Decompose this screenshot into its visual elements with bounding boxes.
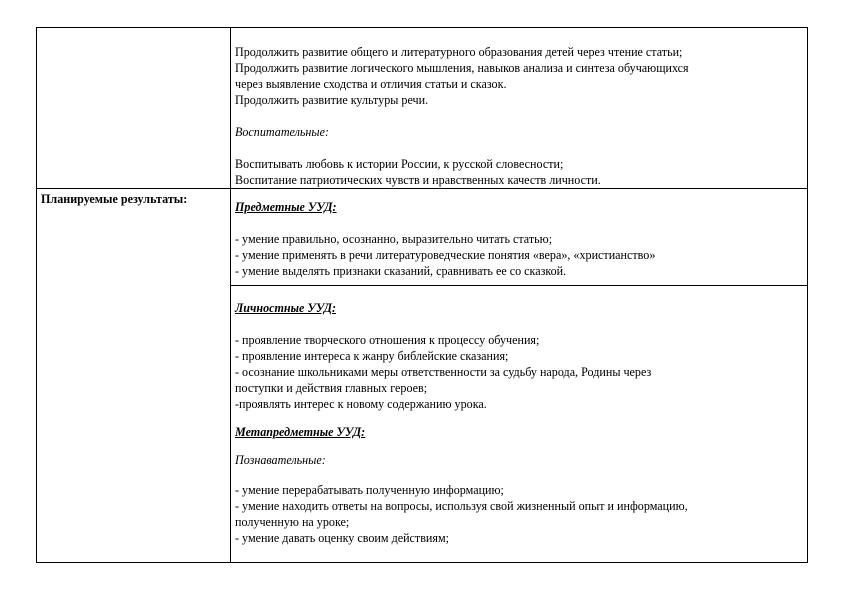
goal-line: Воспитание патриотических чувств и нравственных качеств личности.	[235, 173, 601, 187]
list-item: - проявление творческого отношения к процессу обучения;	[235, 333, 540, 347]
personal-uud-heading: Личностные УУД:	[235, 301, 337, 315]
list-item: - умение выделять признаки сказаний, сравнивать ее со сказкой.	[235, 264, 567, 278]
goal-line: Продолжить развитие культуры речи.	[235, 93, 429, 107]
row1-label-cell	[37, 28, 231, 189]
goal-line: Воспитывать любовь к истории России, к русской словесности;	[235, 157, 564, 171]
list-item: - проявление интереса к жанру библейские сказания;	[235, 349, 509, 363]
list-item: - осознание школьниками меры ответственности за судьбу народа, Родины через	[235, 365, 652, 379]
lesson-plan-table	[36, 27, 808, 563]
list-item: поступки и действия главных героев;	[235, 381, 428, 395]
table-row-goals	[37, 28, 808, 189]
goal-line: Продолжить развитие общего и литературного образования детей через чтение статьи;	[235, 45, 683, 59]
list-item: - умение перерабатывать полученную информацию;	[235, 483, 504, 497]
goal-line: через выявление сходства и отличия статьи и сказок.	[235, 77, 507, 91]
list-item: полученную на уроке;	[235, 515, 350, 529]
educational-subheading: Воспитательные:	[235, 125, 329, 139]
metasubject-uud-heading: Метапредметные УУД:	[235, 425, 366, 439]
list-item: - умение давать оценку своим действиям;	[235, 531, 449, 545]
planned-results-cell	[37, 189, 231, 563]
list-item: - умение правильно, осознанно, выразительно читать статью;	[235, 232, 553, 246]
cognitive-subheading: Познавательные:	[235, 453, 326, 467]
list-item: -проявлять интерес к новому содержанию урока.	[235, 397, 487, 411]
planned-results-label: Планируемые результаты:	[41, 192, 188, 206]
goal-line: Продолжить развитие логического мышления, навыков анализа и синтеза обучающихся	[235, 61, 689, 75]
row1-content-cell	[231, 28, 808, 189]
list-item: - умение применять в речи литературоведческие понятия «вера», «христианство»	[235, 248, 656, 262]
table-row-results	[37, 189, 808, 286]
list-item: - умение находить ответы на вопросы, используя свой жизненный опыт и информацию,	[235, 499, 688, 513]
personal-uud-cell	[231, 286, 808, 563]
subject-uud-cell	[231, 189, 808, 286]
subject-uud-heading: Предметные УУД:	[235, 200, 337, 214]
